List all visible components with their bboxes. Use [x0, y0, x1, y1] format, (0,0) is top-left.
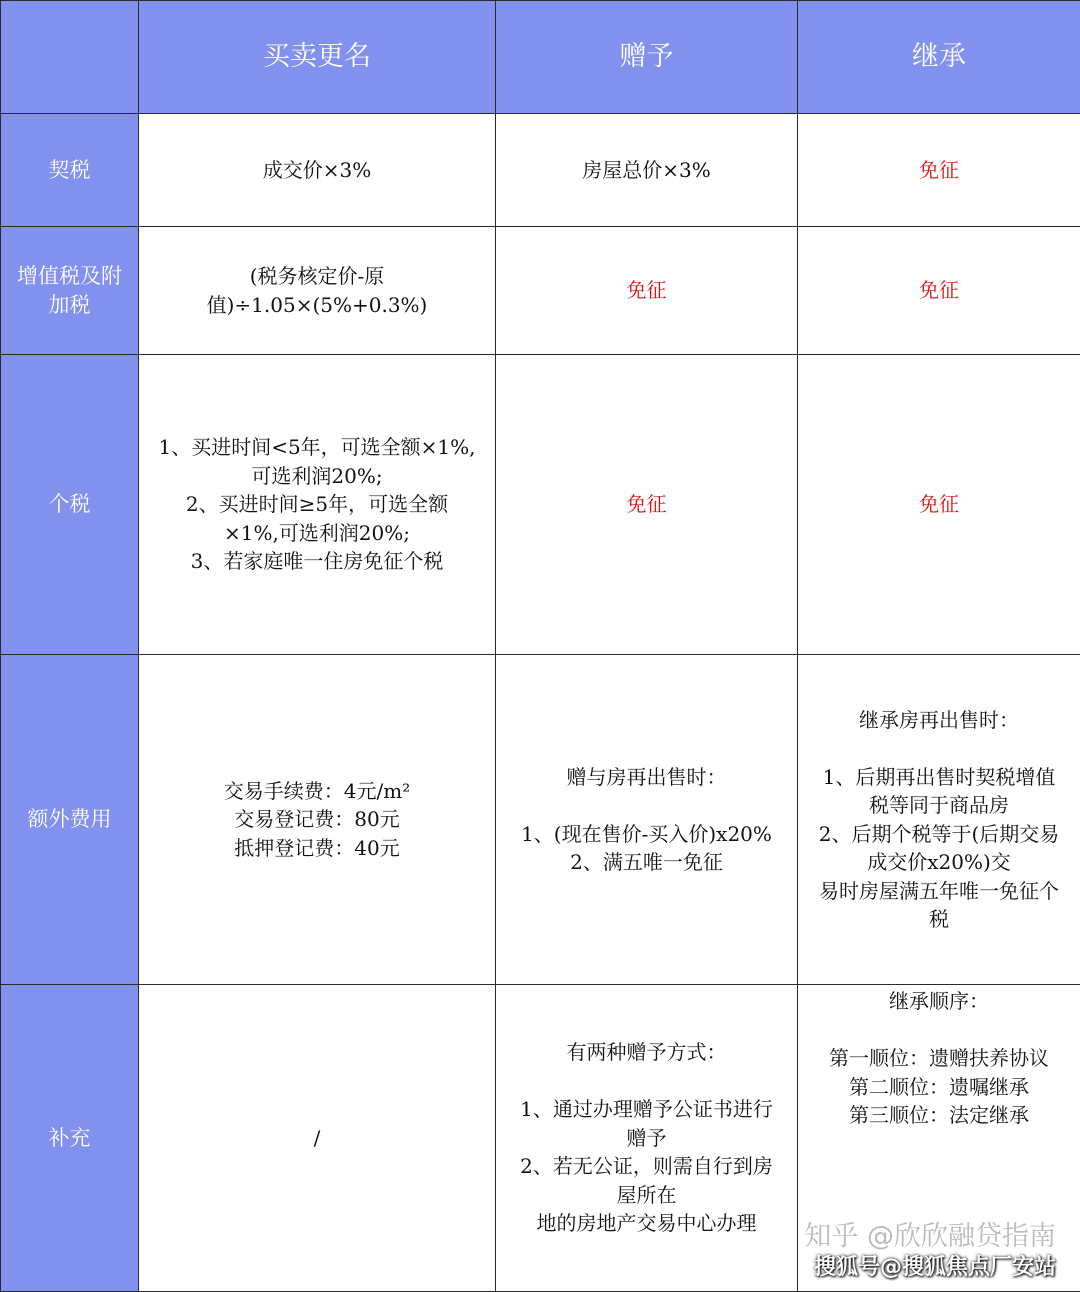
extra-fees-gift-title: 赠与房再出售时： [498, 763, 795, 792]
extra-fees-inherit-line: 成交价x20%)交 [800, 848, 1078, 877]
supplement-inherit-title: 继承顺序： [800, 987, 1078, 1016]
zhihu-watermark: 知乎 @欣欣融贷指南 [804, 1214, 1056, 1253]
extra-fees-sale-line: 抵押登记费：40元 [141, 834, 493, 863]
supplement-inherit-line: 第一顺位：遗赠扶养协议 [800, 1044, 1078, 1073]
supplement-inherit-line: 第二顺位：遗嘱继承 [800, 1073, 1078, 1102]
income-tax-inherit-cell: 免征 [798, 355, 1080, 655]
extra-fees-inherit-title: 继承房再出售时： [800, 706, 1078, 735]
income-tax-sale-cell [139, 355, 496, 655]
supplement-inherit-line: 第三顺位：法定继承 [800, 1101, 1078, 1130]
extra-fees-inherit-line: 税等同于商品房 [800, 791, 1078, 820]
supplement-gift-title: 有两种赠予方式： [498, 1038, 795, 1067]
extra-fees-inherit-line: 易时房屋满五年唯一免征个 [800, 877, 1078, 906]
row-label-supplement: 补充 [1, 985, 139, 1292]
extra-fees-gift-cell [496, 655, 798, 985]
extra-fees-inherit-line: 税 [800, 905, 1078, 934]
supplement-gift-line: 地的房地产交易中心办理 [498, 1209, 795, 1238]
vat-gift-cell: 免征 [496, 227, 798, 355]
row-label-extra-fees: 额外费用 [1, 655, 139, 985]
row-income-tax [1, 355, 1080, 655]
deed-tax-gift-cell: 房屋总价×3% [496, 114, 798, 227]
row-vat [1, 227, 1080, 355]
row-label-income-tax: 个税 [1, 355, 139, 655]
row-extra-fees [1, 655, 1080, 985]
income-tax-sale-line: 3、若家庭唯一住房免征个税 [141, 547, 493, 576]
supplement-sale-cell: / [139, 985, 496, 1292]
header-corner-cell [1, 1, 139, 114]
header-inheritance: 继承 [798, 1, 1080, 114]
extra-fees-inherit-line: 1、后期再出售时契税增值 [800, 763, 1078, 792]
row-label-vat [1, 227, 139, 355]
vat-inherit-cell: 免征 [798, 227, 1080, 355]
vat-sale-cell [139, 227, 496, 355]
header-row [1, 1, 1080, 114]
deed-tax-sale-cell: 成交价×3% [139, 114, 496, 227]
income-tax-sale-line: 可选利润20%; [141, 462, 493, 491]
extra-fees-gift-line: 1、(现在售价-买入价)x20% [498, 820, 795, 849]
extra-fees-sale-line: 交易登记费：80元 [141, 805, 493, 834]
extra-fees-inherit-cell [798, 655, 1080, 985]
income-tax-gift-cell: 免征 [496, 355, 798, 655]
header-gift: 赠予 [496, 1, 798, 114]
vat-sale-line: (税务核定价-原 [141, 262, 493, 291]
income-tax-sale-line: 1、买进时间<5年，可选全额×1%, [141, 433, 493, 462]
vat-sale-line: 值)÷1.05×(5%+0.3%) [141, 291, 493, 320]
income-tax-sale-line: ×1%,可选利润20%; [141, 519, 493, 548]
supplement-gift-line: 屋所在 [498, 1181, 795, 1210]
row-label-vat-line: 增值税及附 [3, 262, 136, 291]
supplement-gift-line: 赠予 [498, 1124, 795, 1153]
extra-fees-gift-line: 2、满五唯一免征 [498, 848, 795, 877]
supplement-gift-line: 1、通过办理赠予公证书进行 [498, 1095, 795, 1124]
deed-tax-inherit-cell: 免征 [798, 114, 1080, 227]
header-sale-rename: 买卖更名 [139, 1, 496, 114]
income-tax-sale-line: 2、买进时间≥5年，可选全额 [141, 490, 493, 519]
row-label-vat-line: 加税 [3, 291, 136, 320]
supplement-gift-cell [496, 985, 798, 1292]
supplement-gift-line: 2、若无公证，则需自行到房 [498, 1152, 795, 1181]
extra-fees-sale-line: 交易手续费：4元/m² [141, 777, 493, 806]
row-label-deed-tax: 契税 [1, 114, 139, 227]
row-deed-tax [1, 114, 1080, 227]
extra-fees-sale-cell [139, 655, 496, 985]
extra-fees-inherit-line: 2、后期个税等于(后期交易 [800, 820, 1078, 849]
sohu-watermark: 搜狐号@搜狐焦点厂安站 [814, 1250, 1056, 1281]
